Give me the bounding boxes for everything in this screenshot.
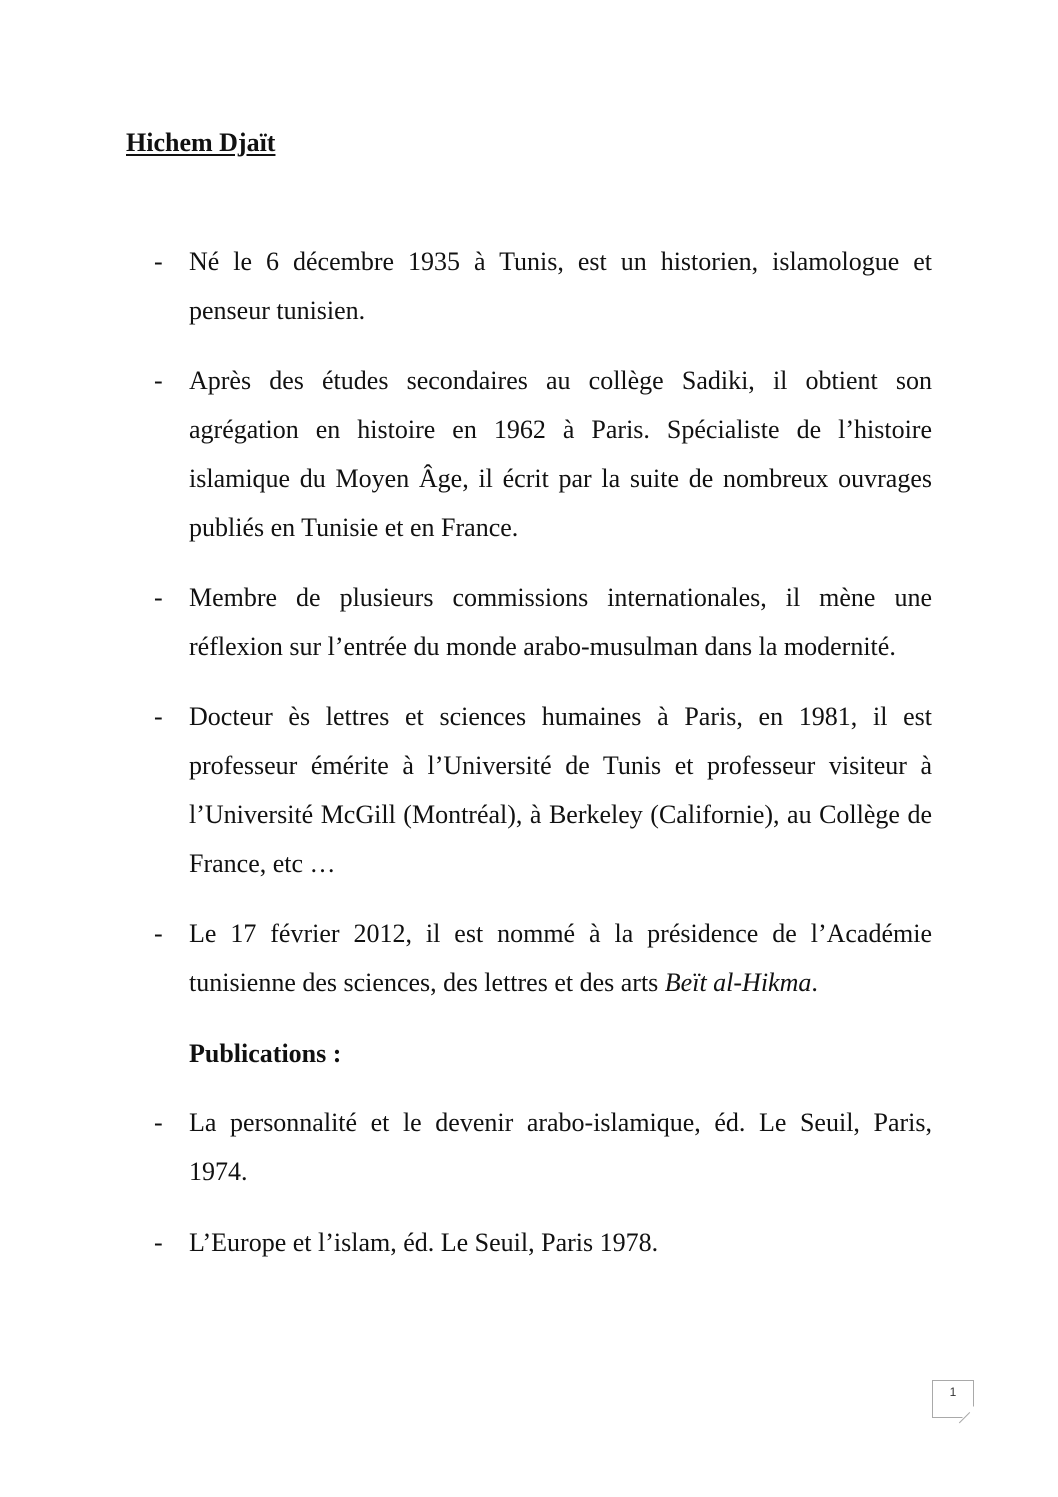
bio-item-text: Membre de plusieurs commissions internationales, il mène une réflexion sur l’entrée du monde arabo-musulman dans la modernité. <box>189 583 932 661</box>
document-title: Hichem Djaït <box>126 128 276 157</box>
bio-item-text: Le 17 février 2012, il est nommé à la présidence de l’Académie tunisienne des sciences, des lettres et des arts <box>189 919 932 997</box>
bullet-dash: - <box>154 247 163 276</box>
bullet-dash: - <box>154 366 163 395</box>
bio-item-text: Né le 6 décembre 1935 à Tunis, est un historien, islamologue et penseur tunisien. <box>189 247 932 325</box>
bio-item-studies <box>150 356 932 552</box>
bullet-dash: - <box>154 583 163 612</box>
bio-item-birth <box>150 237 932 335</box>
bio-list <box>150 237 932 1267</box>
bullet-dash: - <box>154 1228 163 1257</box>
bullet-dash: - <box>154 1108 163 1137</box>
bio-item-academy <box>150 909 932 1007</box>
page-number-box <box>932 1380 974 1418</box>
bio-item-doctorate <box>150 692 932 888</box>
bullet-dash: - <box>154 919 163 948</box>
publication-item <box>150 1218 932 1267</box>
academy-name: Beït al-Hikma <box>664 968 812 997</box>
page-number: 1 <box>949 1385 957 1399</box>
publication-text: L’Europe et l’islam, éd. Le Seuil, Paris 1978. <box>189 1228 659 1257</box>
bio-item-commissions <box>150 573 932 671</box>
bullet-dash: - <box>154 702 163 731</box>
publications-heading: Publications : <box>189 1039 342 1068</box>
bio-item-text: Docteur ès lettres et sciences humaines à Paris, en 1981, il est professeur émérite à l’Université de Tunis et professeur visiteur à l’Université McGill (Montréal), à Berkeley (Californie), au Collège de France, etc … <box>189 702 932 878</box>
publication-item <box>150 1098 932 1196</box>
bio-item-text: Après des études secondaires au collège Sadiki, il obtient son agrégation en histoire en 1962 à Paris. Spécialiste de l’histoire islamique du Moyen Âge, il écrit par la suite de nombreux ouvrages publiés en Tunisie et en France. <box>189 366 932 542</box>
academy-end: . <box>811 968 818 997</box>
publication-text: La personnalité et le devenir arabo-islamique, éd. Le Seuil, Paris, 1974. <box>189 1108 932 1186</box>
